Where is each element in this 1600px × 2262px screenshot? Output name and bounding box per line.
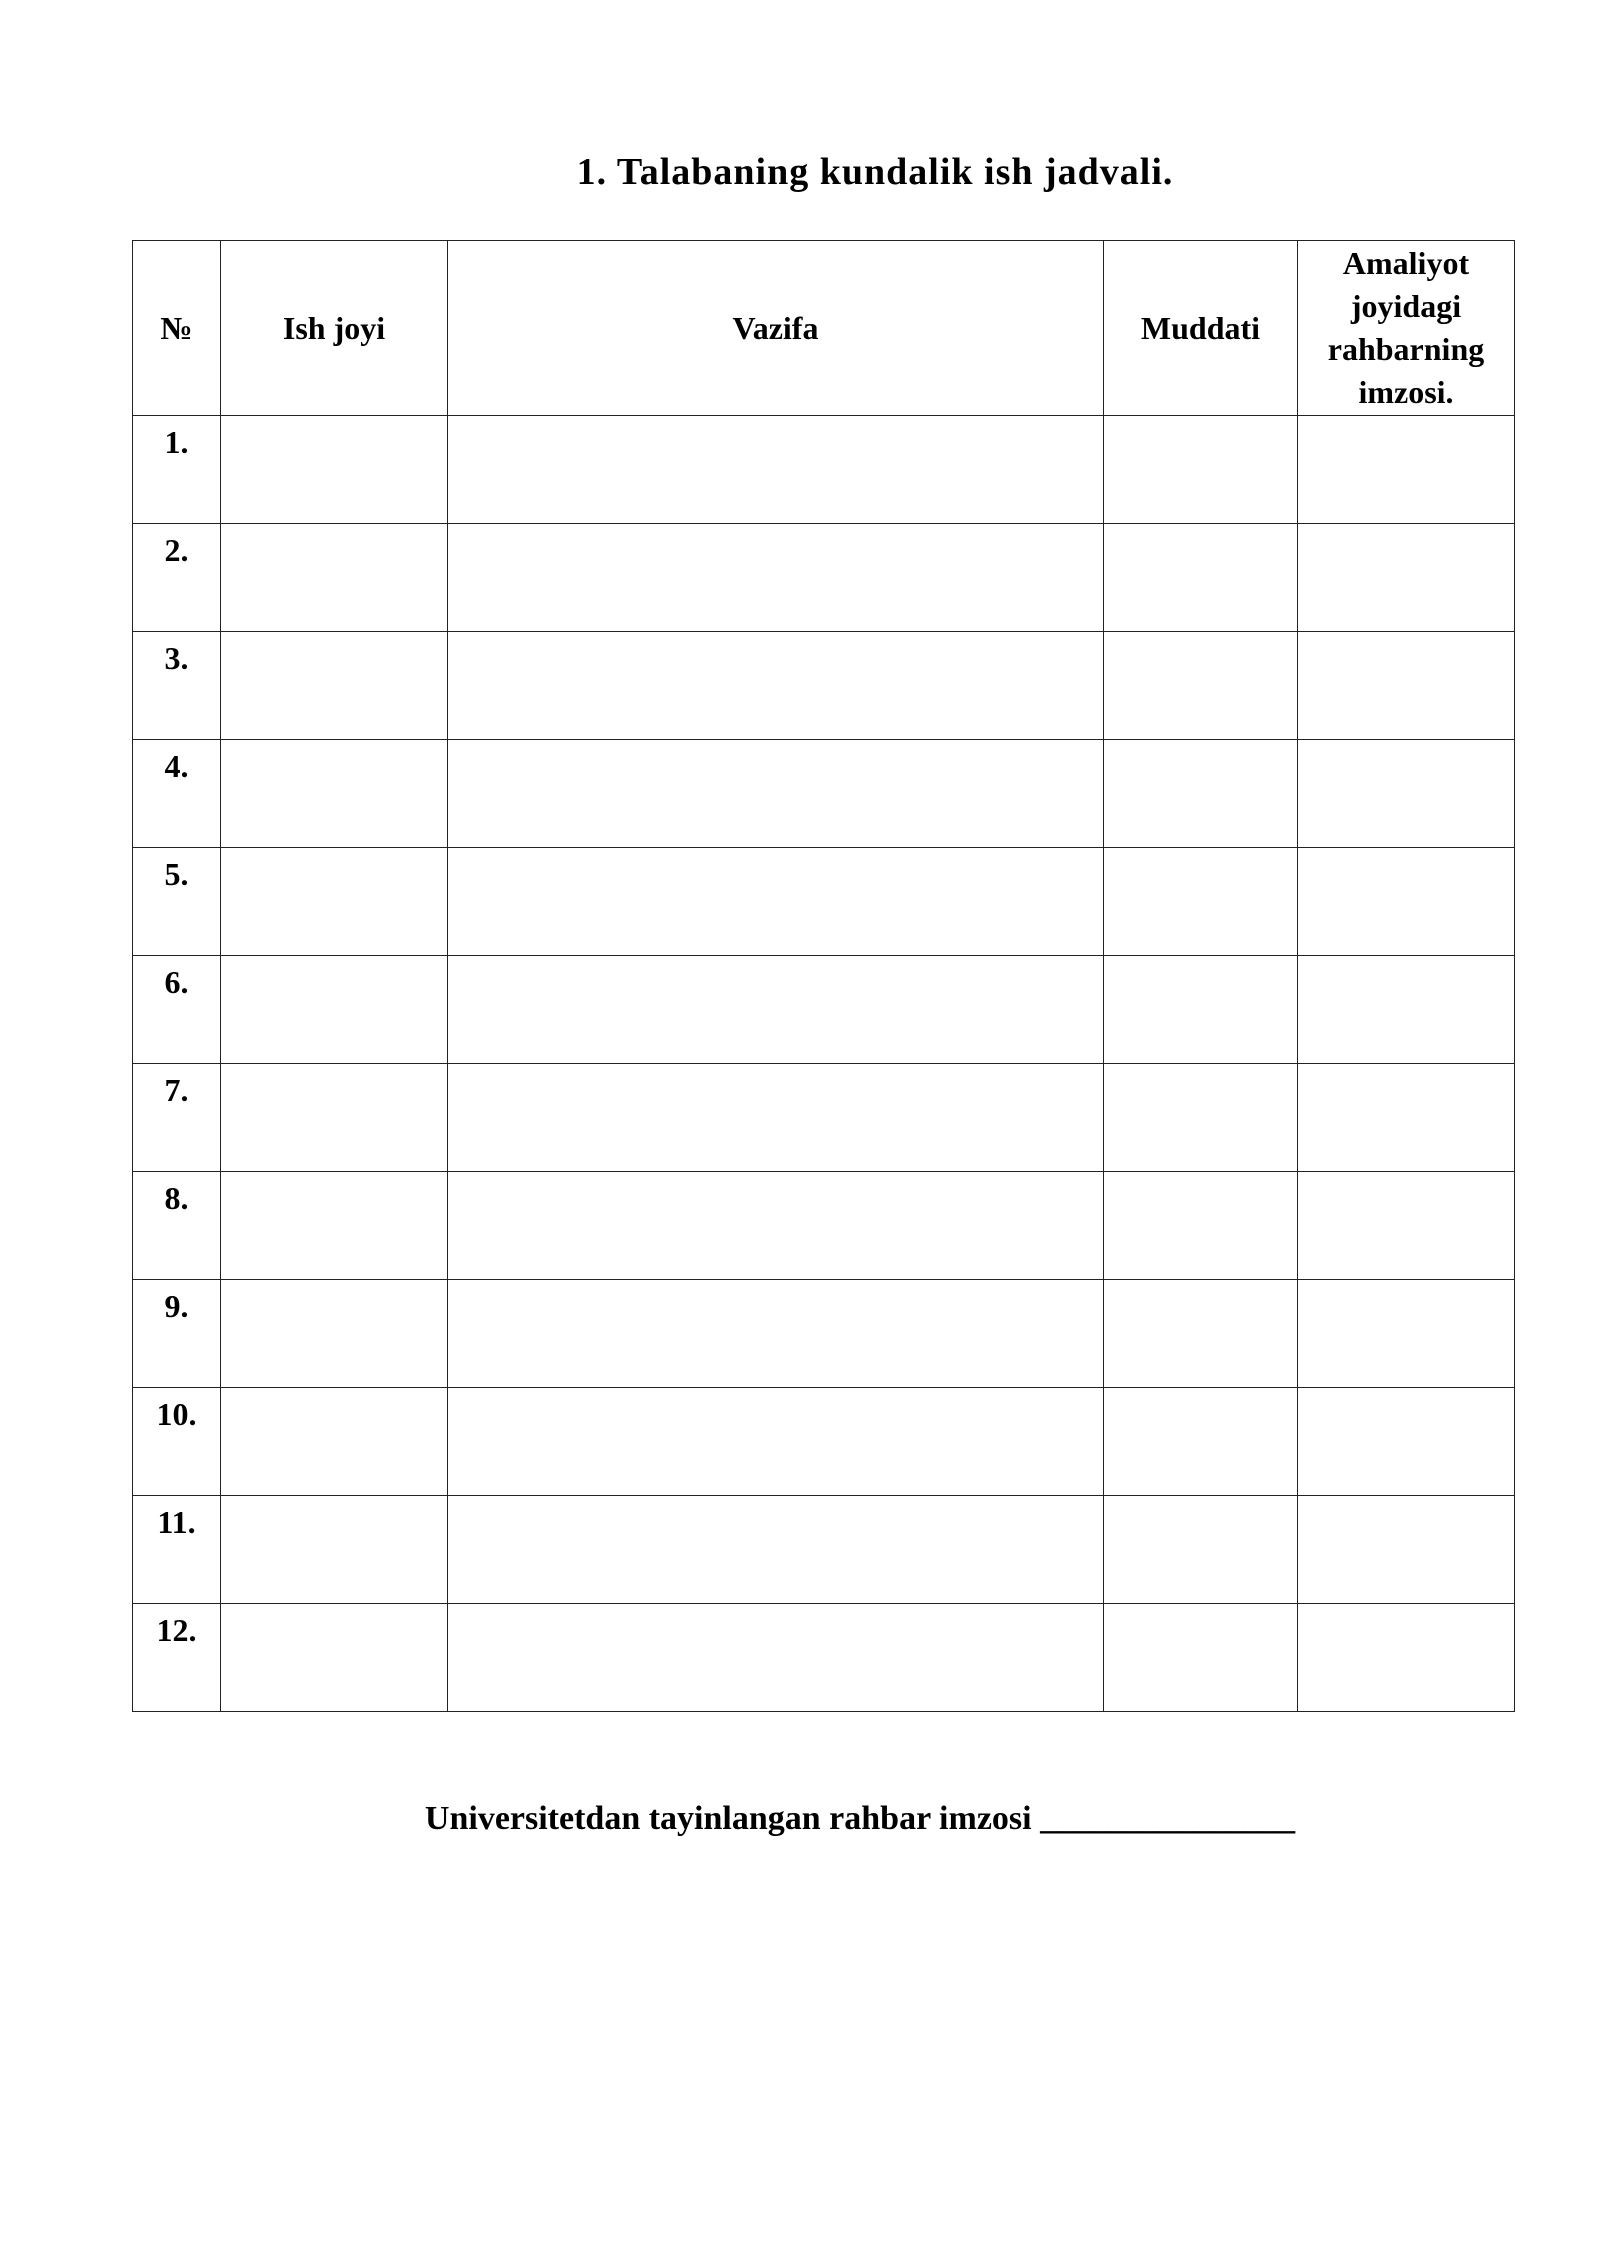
table-row xyxy=(133,524,1515,632)
task-cell xyxy=(448,956,1104,1064)
duration-cell xyxy=(1104,740,1298,848)
row-number: 10. xyxy=(133,1388,221,1496)
table-row xyxy=(133,1280,1515,1388)
duration-cell xyxy=(1104,956,1298,1064)
header-task: Vazifa xyxy=(448,241,1104,416)
workplace-cell xyxy=(221,1280,448,1388)
table-row xyxy=(133,848,1515,956)
signature-cell xyxy=(1298,848,1515,956)
task-cell xyxy=(448,632,1104,740)
page-title: 1. Talabaning kundalik ish jadvali. xyxy=(576,151,1174,193)
signature-cell xyxy=(1298,524,1515,632)
header-number: № xyxy=(133,241,221,416)
workplace-cell xyxy=(221,1496,448,1604)
table-header-row xyxy=(133,241,1515,416)
row-number: 4. xyxy=(133,740,221,848)
signature-cell xyxy=(1298,1064,1515,1172)
row-number: 5. xyxy=(133,848,221,956)
workplace-cell xyxy=(221,1604,448,1712)
workplace-cell xyxy=(221,1388,448,1496)
signature-label: Universitetdan tayinlangan rahbar imzosi xyxy=(424,1800,1032,1837)
duration-cell xyxy=(1104,848,1298,956)
duration-cell xyxy=(1104,1604,1298,1712)
signature-cell xyxy=(1298,1172,1515,1280)
header-supervisor-signature: Amaliyot joyidagi rahbarning imzosi. xyxy=(1298,241,1515,416)
signature-blank: _______________ xyxy=(1040,1800,1296,1837)
task-cell xyxy=(448,740,1104,848)
duration-cell xyxy=(1104,524,1298,632)
duration-cell xyxy=(1104,1172,1298,1280)
workplace-cell xyxy=(221,524,448,632)
task-cell xyxy=(448,1064,1104,1172)
duration-cell xyxy=(1104,416,1298,524)
table-row xyxy=(133,416,1515,524)
header-duration: Muddati xyxy=(1104,241,1298,416)
row-number: 3. xyxy=(133,632,221,740)
row-number: 8. xyxy=(133,1172,221,1280)
signature-cell xyxy=(1298,1604,1515,1712)
table-row xyxy=(133,1172,1515,1280)
work-schedule-table xyxy=(132,240,1515,1712)
row-number: 12. xyxy=(133,1604,221,1712)
workplace-cell xyxy=(221,1172,448,1280)
row-number: 11. xyxy=(133,1496,221,1604)
row-number: 7. xyxy=(133,1064,221,1172)
task-cell xyxy=(448,848,1104,956)
task-cell xyxy=(448,1172,1104,1280)
table-row xyxy=(133,956,1515,1064)
task-cell xyxy=(448,524,1104,632)
table-row xyxy=(133,1496,1515,1604)
workplace-cell xyxy=(221,416,448,524)
table-row xyxy=(133,1388,1515,1496)
header-workplace: Ish joyi xyxy=(221,241,448,416)
row-number: 1. xyxy=(133,416,221,524)
table-row xyxy=(133,740,1515,848)
signature-cell xyxy=(1298,1388,1515,1496)
table-row xyxy=(133,1604,1515,1712)
university-supervisor-signature xyxy=(0,1800,1600,1838)
signature-cell xyxy=(1298,1280,1515,1388)
task-cell xyxy=(448,1496,1104,1604)
duration-cell xyxy=(1104,632,1298,740)
table-row xyxy=(133,632,1515,740)
workplace-cell xyxy=(221,740,448,848)
duration-cell xyxy=(1104,1388,1298,1496)
workplace-cell xyxy=(221,632,448,740)
task-cell xyxy=(448,1388,1104,1496)
row-number: 2. xyxy=(133,524,221,632)
signature-cell xyxy=(1298,416,1515,524)
workplace-cell xyxy=(221,1064,448,1172)
signature-cell xyxy=(1298,740,1515,848)
workplace-cell xyxy=(221,956,448,1064)
duration-cell xyxy=(1104,1064,1298,1172)
duration-cell xyxy=(1104,1280,1298,1388)
task-cell xyxy=(448,1604,1104,1712)
workplace-cell xyxy=(221,848,448,956)
signature-cell xyxy=(1298,1496,1515,1604)
signature-cell xyxy=(1298,956,1515,1064)
row-number: 9. xyxy=(133,1280,221,1388)
task-cell xyxy=(448,1280,1104,1388)
task-cell xyxy=(448,416,1104,524)
table-row xyxy=(133,1064,1515,1172)
duration-cell xyxy=(1104,1496,1298,1604)
signature-cell xyxy=(1298,632,1515,740)
row-number: 6. xyxy=(133,956,221,1064)
